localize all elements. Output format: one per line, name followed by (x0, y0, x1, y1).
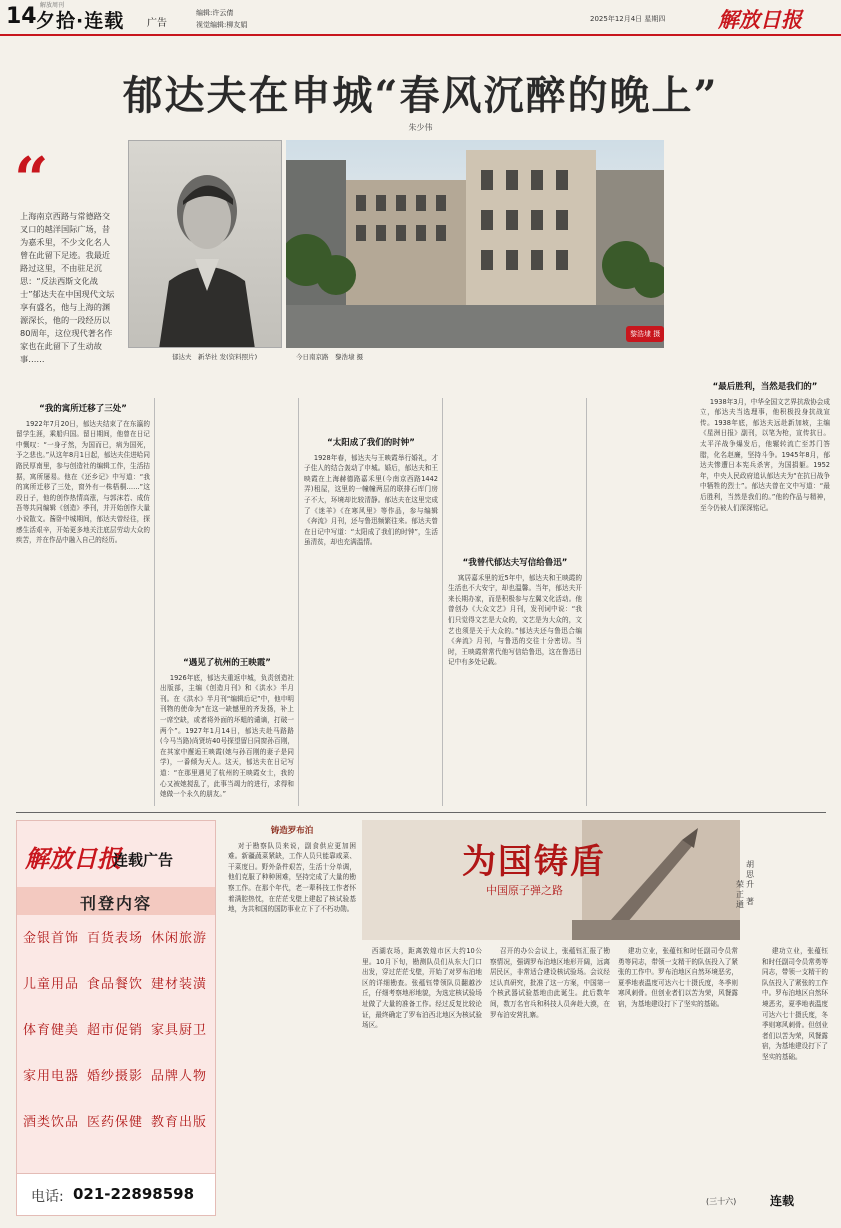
photo-caption-1: 郁达夫 新华社 发(资料照片) (172, 353, 258, 361)
ad-title: 连载广告 (113, 851, 174, 869)
column-1-heading: “我的寓所迁移了三处” (39, 404, 127, 414)
phone-number: 021-22898598 (73, 1185, 195, 1203)
column-2-heading: “遇见了杭州的王映霞” (183, 658, 271, 668)
article-column-5 (700, 160, 830, 806)
book-author-1: 胡思升 (746, 860, 754, 889)
ad-item: 婚纱摄影 (87, 1069, 144, 1084)
serial-column-3 (618, 946, 738, 1216)
serial-body-2: 召开的办公会议上，张蕴钰汇报了勘察情况，强调罗布泊地区地形开阔，远离居民区，非常适合建设核试验场。会议经过认真研究，批准了这一方案，中国第一个核武器试验基地由此诞生。此后数年间，数万名官兵和科技人员奔赴大漠，在罗布泊安营扎寨。 (490, 947, 610, 1019)
portrait-photo (128, 140, 282, 348)
serial-column-4 (762, 946, 828, 1186)
serial-prev-column (228, 820, 356, 1216)
masthead-logo: 解放日报 (718, 7, 802, 32)
editor-credit: 编辑:许云倩 (196, 9, 234, 17)
book-banner (362, 820, 740, 940)
serial-body-4: 建功立业，张蕴钰和时任副司令员常勇等同志，带领一支精干的队伍投入了紧张的工作中。罗布泊地区自然环境恶劣，夏季地表温度可达六七十摄氏度，冬季则寒风刺骨。但创业者们以苦为荣，风餐露宿，为基地建设打下了坚实的基础。 (762, 947, 828, 1061)
serial-prev-body: 对于勘察队员来说，副食供应更加困难。新疆蔬菜紧缺，工作人员只能靠咸菜、干菜度日。野外条件艰苦，生活十分单调，他们克服了种种困难，坚持完成了大量的勘察工作。在那个年代，老一辈科技工作者怀着满腔热忱，在茫茫戈壁上建起了核试验基地，为共和国的国防事业立下了不朽功勋。 (228, 841, 356, 914)
ad-item: 医药保健 (87, 1115, 144, 1130)
photo-caption-2: 今日南京路 黎浩埭 摄 (296, 353, 364, 361)
book-subtitle: 中国原子弹之路 (486, 884, 563, 897)
street-illustration (286, 140, 664, 348)
ad-item: 体育健美 (23, 1023, 80, 1038)
paper-small-label: 解放周刊 (40, 2, 65, 9)
article-column-2 (160, 398, 294, 806)
page-number: 14 (6, 4, 37, 29)
ad-item: 超市促销 (87, 1023, 144, 1038)
portrait-illustration (129, 141, 282, 348)
section-divider (16, 812, 826, 813)
article-title: 郁达夫在申城“春风沉醉的晚上” (122, 72, 719, 119)
ad-item: 家具厨卫 (151, 1023, 208, 1038)
ad-item: 金银首饰 (23, 931, 80, 946)
quote-mark-icon: “ (14, 145, 49, 215)
column-5-body: 1938年3月，中华全国文艺界抗敌协会成立，郁达夫当选理事，他积极投身抗战宣传。1938年底，郁达夫远赴新加坡，主编《星洲日报》副刊，以笔为枪，宣传抗日。太平洋战争爆发后，他辗转流亡至苏门答腊，化名赵廉，坚持斗争。1945年8月，郁达夫惨遭日本宪兵杀害，为国捐躯。1952年，中央人民政府追认郁达夫为“在抗日战争中牺牲的烈士”。郁达夫曾在文中写道：“最后胜利，当然是我们的。”他的作品与精神，至今仍被人们深深铭记。 (700, 397, 830, 512)
column-2-body: 1926年底，郁达夫重返申城，负责创造社出版部，主编《创造月刊》和《洪水》半月刊。在《洪水》半月刊“编辑后记”中，他申明刊物的使命为“在这一缺憾里的齐发扬，补上一席空缺，或者将外面的坏蛆的谴谪，打破一两个”。1927年1月14日，郁达夫赴马路路(今马当路)尚贤坊40号探望留日同窗孙百刚，在其家中邂逅王映霞(她与孙百刚的妻子是同学)，一番倾为天人。这天，郁达夫在日记写道：“在那里遇见了杭州的王映霞女士，我的心又被她搅乱了，此事当竭力的进行，求得和她做一个永久的朋友。” (160, 673, 294, 799)
designer-credit: 视觉编辑:柳友娟 (196, 21, 248, 29)
column-divider (586, 398, 587, 806)
serial-column-2 (490, 946, 610, 1216)
ad-item: 儿童用品 (23, 977, 80, 992)
ad-label: 广告 (147, 18, 167, 29)
ad-phone-bar (17, 1173, 215, 1215)
street-photo (286, 140, 664, 348)
ad-item-grid (23, 927, 211, 1159)
column-4-heading: “我曾代郁达夫写信给鲁迅” (462, 558, 568, 568)
ad-item: 食品餐饮 (87, 977, 144, 992)
ad-item: 百货表场 (87, 931, 144, 946)
article-column-1 (16, 398, 150, 806)
ad-item: 品牌人物 (151, 1069, 208, 1084)
serial-column-1 (362, 946, 482, 1216)
column-divider (154, 398, 155, 806)
article-column-4 (448, 398, 582, 806)
photo-stamp: 黎浩埭 摄 (626, 326, 664, 342)
column-divider (442, 398, 443, 806)
ad-item: 酒类饮品 (23, 1115, 80, 1130)
ad-logo: 解放日报 (25, 844, 121, 873)
ad-item: 建材装潢 (151, 977, 208, 992)
episode-number: (三十六) (706, 1197, 737, 1206)
issue-date: 2025年12月4日 星期四 (590, 15, 666, 23)
phone-label: 电话: (31, 1189, 64, 1205)
column-3-heading: “太阳成了我们的时钟” (327, 438, 415, 448)
ad-item: 休闲旅游 (151, 931, 208, 946)
pull-quote: 上海南京西路与常德路交叉口的越洋国际广场，昔为嘉禾里，不少文化名人曾在此留下足迹。我最近路过这里，不由驻足沉思：“反法西斯文化战士”郁达夫在中国现代文坛享有盛名，他与上海的渊源深长，他的一段经历以80周年，这位现代著名作家也在此留下了生动故事…… (20, 211, 115, 364)
book-author-role: 著 (746, 897, 754, 906)
ad-item: 教育出版 (151, 1115, 208, 1130)
serial-body-1: 西湖农场，距离敦煌市区大约10公里。10月下旬，勘测队员们从东大门口出发，穿过茫茫戈壁，开始了对罗布泊地区的详细勘查。张蕴钰带领队员翻越沙丘，仔细考察地形地貌，为选定核试验场址做了大量的准备工作。经过反复比较论证，最终确定了罗布泊西北地区为核试验场区。 (362, 947, 482, 1030)
header-rule (0, 34, 841, 36)
ad-subtitle: 刊登内容 (79, 894, 152, 913)
ad-item: 家用电器 (23, 1069, 80, 1084)
book-title: 为国铸盾 (462, 842, 606, 882)
page-header (0, 0, 841, 46)
serial-label: 连载 (770, 1194, 795, 1208)
article-column-3 (304, 398, 438, 806)
column-5-heading: “最后胜利，当然是我们的” (712, 382, 818, 392)
section-title: 夕拾·连载 (36, 10, 125, 32)
serial-prev-heading: 铸造罗布泊 (270, 826, 314, 836)
column-1-body: 1922年7月20日，郁达夫结束了在东瀛的留学生涯，乘船归国。留日期间，他曾在日记中慨叹：“一身孑然，为国而已，病为国死，予之悲也。”从这年8月1日起，郁达夫住进哈同路民厚南里，参与创造社的编辑工作，生活拮据，寓所屡易。他在《还乡记》中写道：“我的寓所迁移了三处，窗外有一株梧桐……”这段日子，他的创作热情高涨，与郭沫若、成仿吾等共同编辑《创造》季刊，并开始创作大量小说散文。酱卧中城期间，郁达夫曾经往，探感生活艰辛，开始更多地关注底层劳动大众的疾苦，并在作品中融入自己的经历。 (16, 419, 150, 545)
column-divider (298, 398, 299, 806)
serial-body-3: 建功立业，张蕴钰和时任副司令员常勇等同志，带领一支精干的队伍投入了紧张的工作中。罗布泊地区自然环境恶劣，夏季地表温度可达六七十摄氏度，冬季则寒风刺骨。但创业者们以苦为荣，风餐露宿，为基地建设打下了坚实的基础。 (618, 947, 738, 1008)
ad-block (16, 820, 216, 1216)
column-3-body: 1928年春，郁达夫与王映霞举行婚礼，才子佳人的结合轰动了申城。婚后，郁达夫和王映霞在上海赫德路嘉禾里(今南京西路1442弄)租屋，这里的一幢幢两层的联排石库门房子不大，环境却比较清静。郁达夫在这里完成了《迷羊》《在寒风里》等作品，参与编辑《奔流》月刊，还与鲁迅频繁往来。郁达夫曾在日记中写道：“太阳成了我们的时钟”，生活虽清贫，却也充满温情。 (304, 453, 438, 547)
book-author-2: 荣正通 (736, 880, 744, 909)
column-4-body: 寓居嘉禾里的近5年中，郁达夫和王映霞的生活也不大安宁，却也温馨。当年，郁达夫开来长期办家，而是积极参与左翼文化活动。他曾创办《大众文艺》月刊，发刊词中说：“我们只觉得文艺是大众的，文艺是为大众的，文艺也须是关于大众的。”郁达夫还与鲁迅合编《奔流》月刊，与鲁迅的交往十分密切。当时，王映霞常常代他写信给鲁迅，这在鲁迅日记中有多处记载。 (448, 573, 582, 667)
article-author: 朱少伟 (408, 123, 433, 132)
